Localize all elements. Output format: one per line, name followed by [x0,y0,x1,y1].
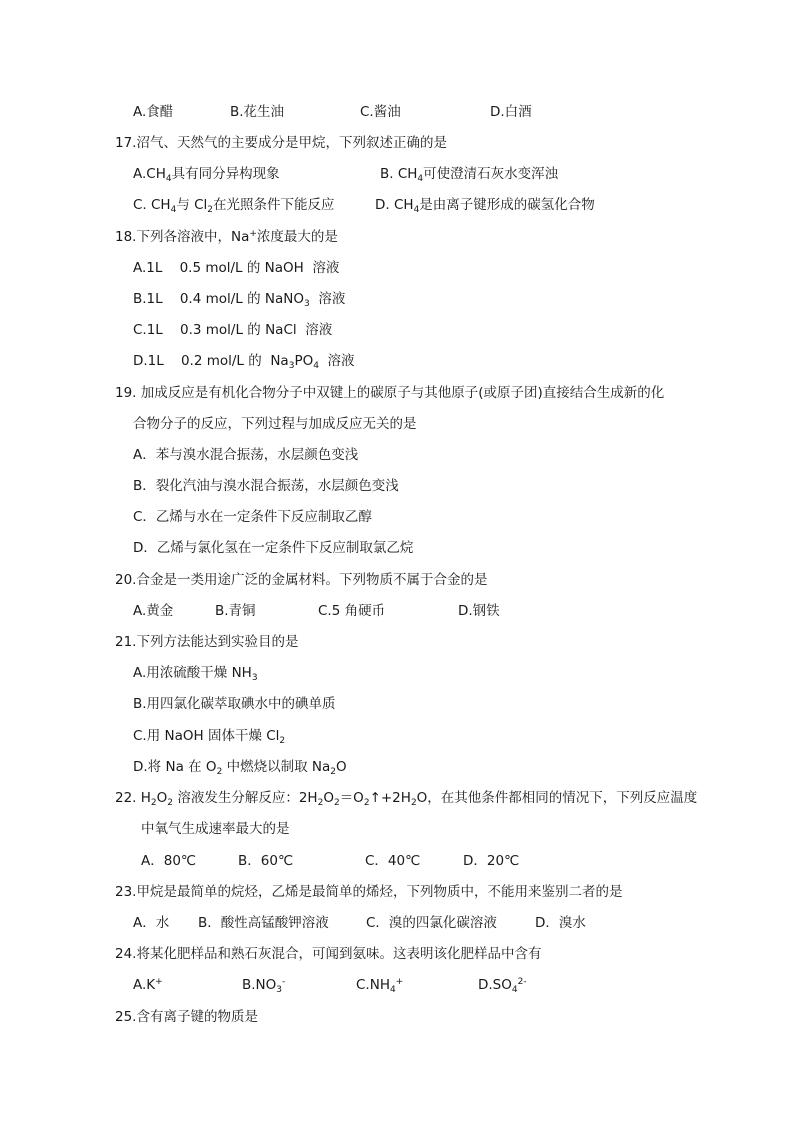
q21-option-b: B.用四氯化碳萃取碘水中的碘单质 [133,696,336,712]
q24-option-b: $B.NO_3^-$ [242,977,286,995]
q16-option-a: A.食醋 [133,104,174,120]
q20-option-b: B.青铜 [215,603,256,619]
q18-option-a: A.1L 0.5 mol/L 的 NaOH 溶液 [133,260,340,276]
q23-option-c: C．溴的四氯化碳溶液 [366,915,497,931]
q16-option-c: C.酱油 [360,104,401,120]
q24-option-a: A.K+ [133,977,163,993]
q19-option-d: D．乙烯与氯化氢在一定条件下反应制取氯乙烷 [133,540,414,556]
q20-option-d: D.钢铁 [458,603,500,619]
q16-option-b: B.花生油 [230,104,285,120]
q17-stem: 17.沼气、天然气的主要成分是甲烷，下列叙述正确的是 [115,135,447,151]
q25-stem: 25.含有离子键的物质是 [115,1009,258,1025]
q20-option-c: C.5 角硬币 [318,603,386,619]
q21-option-c: C.用 NaOH 固体干燥 $Cl_2$ [133,728,286,746]
q22-option-c: C．40℃ [365,853,421,869]
q18-option-d: D.1L 0.2 mol/L 的 $Na_3PO_4$ 溶液 [133,353,355,371]
q23-option-b: B．酸性高锰酸钾溶液 [198,915,329,931]
q17-option-d: D. $CH_4$是由离子键形成的碳氢化合物 [375,197,595,215]
q23-stem: 23.甲烷是最简单的烷烃，乙烯是最简单的烯烃，下列物质中，不能用来鉴别二者的是 [115,884,623,900]
q22-option-a: A．80℃ [141,853,197,869]
q18-option-b: B.1L 0.4 mol/L 的 NaNO$_3$ 溶液 [133,291,346,309]
q22-stem-line2: 中氧气生成速率最大的是 [141,821,290,837]
q17-option-a: $A.CH_4$具有同分异构现象 [133,166,280,184]
q19-option-b: B．裂化汽油与溴水混合振荡，水层颜色变浅 [133,478,399,494]
q16-option-d: D.白酒 [490,104,532,120]
q17-option-b: B. $CH_4$可使澄清石灰水变浑浊 [380,166,559,184]
q20-option-a: A.黄金 [133,603,174,619]
q24-option-c: $C.NH_4^+$ [356,977,404,995]
q24-option-d: $D.SO_4^{2-}$ [478,977,527,995]
q19-option-a: A．苯与溴水混合振荡，水层颜色变浅 [133,447,359,463]
q22-option-b: B．60℃ [238,853,294,869]
q23-option-d: D．溴水 [535,915,586,931]
q23-option-a: A．水 [133,915,170,931]
q22-option-d: D．20℃ [463,853,520,869]
q18-stem: 18.下列各溶液中，Na+浓度最大的是 [115,229,338,245]
q22-stem-line1: 22. $H_2O_2$ 溶液发生分解反应：$2H_2O_2=O_2↑+2H_2O$，在其他条件都相同的情况下，下列反应温度 [115,790,698,808]
q21-stem: 21.下列方法能达到实验目的是 [115,634,299,650]
q21-option-d: D.将 Na 在 $O_2$ 中燃烧以制取 $Na_2O$ [133,759,347,777]
q24-stem: 24.将某化肥样品和熟石灰混合，可闻到氨味。这表明该化肥样品中含有 [115,946,542,962]
q17-option-c: C. $CH_4$与 $Cl_2$在光照条件下能反应 [133,197,335,215]
q18-option-c: C.1L 0.3 mol/L 的 NaCl 溶液 [133,322,333,338]
q19-stem-line2: 合物分子的反应，下列过程与加成反应无关的是 [133,416,417,432]
q20-stem: 20.合金是一类用途广泛的金属材料。下列物质不属于合金的是 [115,572,488,588]
q19-option-c: C．乙烯与水在一定条件下反应制取乙醇 [133,509,372,525]
q19-stem-line1: 19. 加成反应是有机化合物分子中双键上的碳原子与其他原子(或原子团)直接结合生成新的化 [115,385,665,401]
q21-option-a: A.用浓硫酸干燥 $NH_3$ [133,665,258,683]
